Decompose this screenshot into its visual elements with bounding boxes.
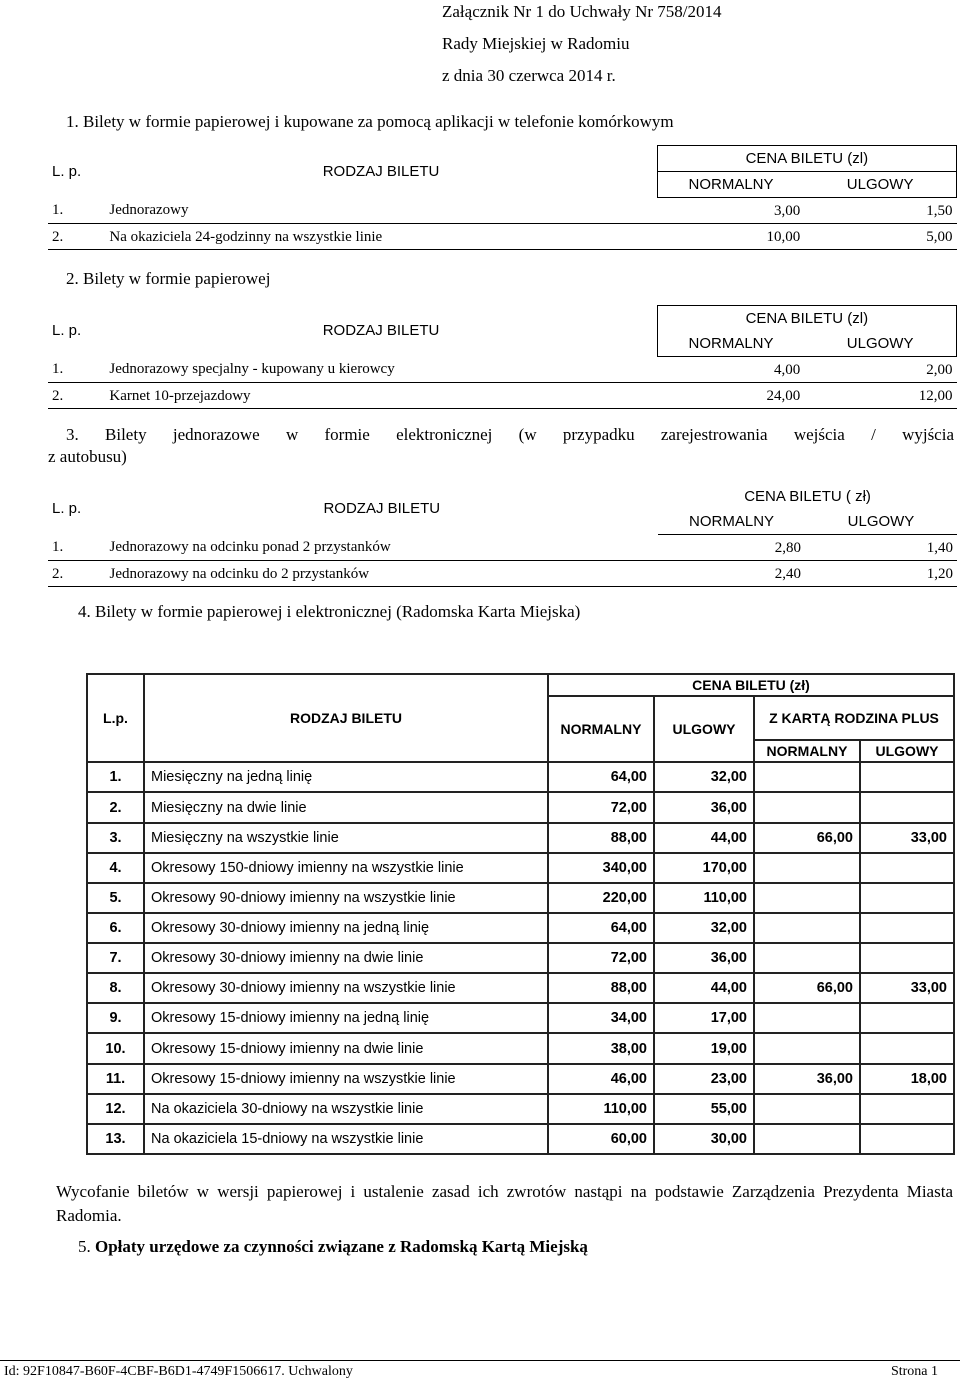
row-lp: 13. [87,1124,144,1154]
row-family-normal [754,792,860,822]
table-row [87,853,954,883]
row-lp: 12. [87,1094,144,1124]
row-name: Okresowy 15-dniowy imienny na dwie linie [144,1033,548,1063]
row-reduced: 44,00 [654,973,754,1003]
row-reduced: 1,50 [804,198,956,224]
row-name: Okresowy 30-dniowy imienny na wszystkie linie [144,973,548,1003]
table-row [87,1094,954,1124]
col-reduced: ULGOWY [805,509,957,535]
row-normal: 38,00 [548,1033,654,1063]
row-reduced: 32,00 [654,913,754,943]
row-family-normal [754,1094,860,1124]
row-name: Jednorazowy [105,198,657,224]
section-5-num: 5. [78,1237,91,1256]
row-lp: 7. [87,943,144,973]
row-normal: 60,00 [548,1124,654,1154]
row-family-normal: 66,00 [754,823,860,853]
col-reduced: ULGOWY [804,172,956,198]
table-row [87,762,954,792]
row-family-reduced: 33,00 [860,823,954,853]
section-3-title: 3. Bilety jednorazowe w formie elektronicznej (w przypadku zarejestrowania wejścia / wyjścia [66,425,954,444]
row-normal: 2,40 [658,561,805,587]
row-family-normal [754,943,860,973]
table-section-3 [48,484,957,587]
row-normal: 4,00 [657,357,804,383]
row-name: Okresowy 30-dniowy imienny na jedną linię [144,913,548,943]
col-type: RODZAJ BILETU [322,322,440,339]
row-normal: 24,00 [657,383,804,409]
row-name: Okresowy 30-dniowy imienny na dwie linie [144,943,548,973]
table-row [87,1124,954,1154]
row-family-normal [754,913,860,943]
table-row [87,1003,954,1033]
row-lp: 1. [87,762,144,792]
col-normal: NORMALNY [657,331,804,357]
row-family-normal [754,762,860,792]
row-reduced: 55,00 [654,1094,754,1124]
row-family-reduced: 33,00 [860,973,954,1003]
col-price: CENA BILETU (zł) [548,674,954,696]
row-reduced: 36,00 [654,943,754,973]
header-line-1: Załącznik Nr 1 do Uchwały Nr 758/2014 [442,2,722,21]
row-family-normal [754,1124,860,1154]
row-normal: 2,80 [658,535,805,561]
row-family-normal [754,883,860,913]
row-reduced: 44,00 [654,823,754,853]
row-family-reduced [860,1003,954,1033]
row-family-normal [754,853,860,883]
row-reduced: 36,00 [654,792,754,822]
col-reduced: ULGOWY [654,696,754,762]
table-row [48,357,957,383]
row-name: Karnet 10-przejazdowy [105,383,657,409]
col-family-reduced: ULGOWY [860,740,954,762]
col-price: CENA BILETU (zl) [657,146,956,172]
row-lp: 1. [48,198,105,224]
section-1-title: 1. Bilety w formie papierowej i kupowane za pomocą aplikacji w telefonie komórkowym [66,112,674,131]
table-row [87,823,954,853]
row-normal: 340,00 [548,853,654,883]
row-reduced: 32,00 [654,762,754,792]
table-row [87,973,954,1003]
row-lp: 1. [48,357,105,383]
row-normal: 72,00 [548,792,654,822]
row-name: Jednorazowy na odcinku do 2 przystanków [106,561,659,587]
row-normal: 3,00 [657,198,804,224]
col-reduced: ULGOWY [804,331,956,357]
row-lp: 2. [48,383,105,409]
col-price: CENA BILETU ( zł) [744,487,871,505]
footer-id: Id: 92F10847-B60F-4CBF-B6D1-4749F1506617. Uchwalony [4,1364,353,1379]
row-lp: 4. [87,853,144,883]
row-lp: 3. [87,823,144,853]
col-type: RODZAJ BILETU [323,500,441,518]
row-lp: 10. [87,1033,144,1063]
section-3-title-cont: z autobusu) [48,447,127,466]
header-line-3: z dnia 30 czerwca 2014 r. [442,66,616,85]
table-section-1 [48,145,957,250]
col-normal: NORMALNY [657,172,804,198]
row-normal: 46,00 [548,1064,654,1094]
row-name: Okresowy 150-dniowy imienny na wszystkie linie [144,853,548,883]
row-name: Okresowy 90-dniowy imienny na wszystkie linie [144,883,548,913]
row-name: Miesięczny na wszystkie linie [144,823,548,853]
table-row [87,1033,954,1063]
row-family-normal: 66,00 [754,973,860,1003]
table-section-2 [48,305,957,409]
table-row [48,383,957,409]
col-price: CENA BILETU (zl) [657,306,956,332]
paragraph-withdrawal: Wycofanie biletów w wersji papierowej i ustalenie zasad ich zwrotów nastąpi na podstawie Zarządzenia Prezydenta Miasta Radomia. [56,1182,953,1225]
col-lp: L. p. [52,500,82,518]
row-reduced: 17,00 [654,1003,754,1033]
col-lp: L. p. [52,322,82,339]
col-normal: NORMALNY [658,509,805,535]
table-row [87,883,954,913]
col-lp: L. p. [52,162,82,180]
row-family-reduced: 18,00 [860,1064,954,1094]
row-name: Okresowy 15-dniowy imienny na wszystkie linie [144,1064,548,1094]
row-normal: 88,00 [548,823,654,853]
col-type: RODZAJ BILETU [144,674,548,762]
row-lp: 2. [48,561,106,587]
row-normal: 64,00 [548,913,654,943]
row-lp: 11. [87,1064,144,1094]
row-lp: 2. [48,224,105,250]
row-reduced: 1,20 [805,561,957,587]
table-row [48,561,957,587]
row-family-reduced [860,913,954,943]
table-section-4 [86,673,955,1155]
row-name: Jednorazowy na odcinku ponad 2 przystanków [106,535,659,561]
row-family-reduced [860,1124,954,1154]
section-5-text: Opłaty urzędowe za czynności związane z Radomską Kartą Miejską [95,1237,588,1256]
row-reduced: 19,00 [654,1033,754,1063]
row-family-reduced [860,883,954,913]
row-normal: 88,00 [548,973,654,1003]
row-lp: 6. [87,913,144,943]
row-name: Na okaziciela 24-godzinny na wszystkie linie [105,224,657,250]
row-reduced: 12,00 [804,383,956,409]
row-family-normal [754,1033,860,1063]
row-normal: 220,00 [548,883,654,913]
row-reduced: 23,00 [654,1064,754,1094]
section-4-title: 4. Bilety w formie papierowej i elektronicznej (Radomska Karta Miejska) [78,602,581,621]
col-normal: NORMALNY [548,696,654,762]
row-family-normal: 36,00 [754,1064,860,1094]
row-lp: 9. [87,1003,144,1033]
row-family-reduced [860,943,954,973]
row-family-reduced [860,762,954,792]
row-reduced: 2,00 [804,357,956,383]
table-row [87,943,954,973]
header-line-2: Rady Miejskiej w Radomiu [442,34,630,53]
table-row [48,535,957,561]
table-row [48,224,957,250]
row-reduced: 5,00 [804,224,956,250]
row-name: Na okaziciela 30-dniowy na wszystkie linie [144,1094,548,1124]
footer-page: Strona 1 [890,1364,938,1379]
row-family-reduced [860,1033,954,1063]
col-type: RODZAJ BILETU [322,162,440,180]
row-reduced: 30,00 [654,1124,754,1154]
col-family-normal: NORMALNY [754,740,860,762]
row-name: Miesięczny na dwie linie [144,792,548,822]
table-row [87,1064,954,1094]
col-family: Z KARTĄ RODZINA PLUS [754,696,954,740]
row-normal: 64,00 [548,762,654,792]
col-lp: L.p. [87,674,144,762]
row-normal: 110,00 [548,1094,654,1124]
row-normal: 10,00 [657,224,804,250]
row-family-reduced [860,853,954,883]
row-family-reduced [860,792,954,822]
row-name: Jednorazowy specjalny - kupowany u kierowcy [105,357,657,383]
row-family-reduced [860,1094,954,1124]
row-lp: 1. [48,535,106,561]
row-lp: 8. [87,973,144,1003]
row-reduced: 170,00 [654,853,754,883]
row-family-normal [754,1003,860,1033]
row-name: Okresowy 15-dniowy imienny na jedną linię [144,1003,548,1033]
section-2-title: 2. Bilety w formie papierowej [66,269,271,288]
footer-divider [0,1360,960,1361]
row-reduced: 1,40 [805,535,957,561]
row-name: Miesięczny na jedną linię [144,762,548,792]
table-row [87,913,954,943]
row-name: Na okaziciela 15-dniowy na wszystkie linie [144,1124,548,1154]
table-row [48,198,957,224]
row-normal: 34,00 [548,1003,654,1033]
table-row [87,792,954,822]
row-normal: 72,00 [548,943,654,973]
row-reduced: 110,00 [654,883,754,913]
row-lp: 2. [87,792,144,822]
section-5-title [78,1237,588,1257]
row-lp: 5. [87,883,144,913]
